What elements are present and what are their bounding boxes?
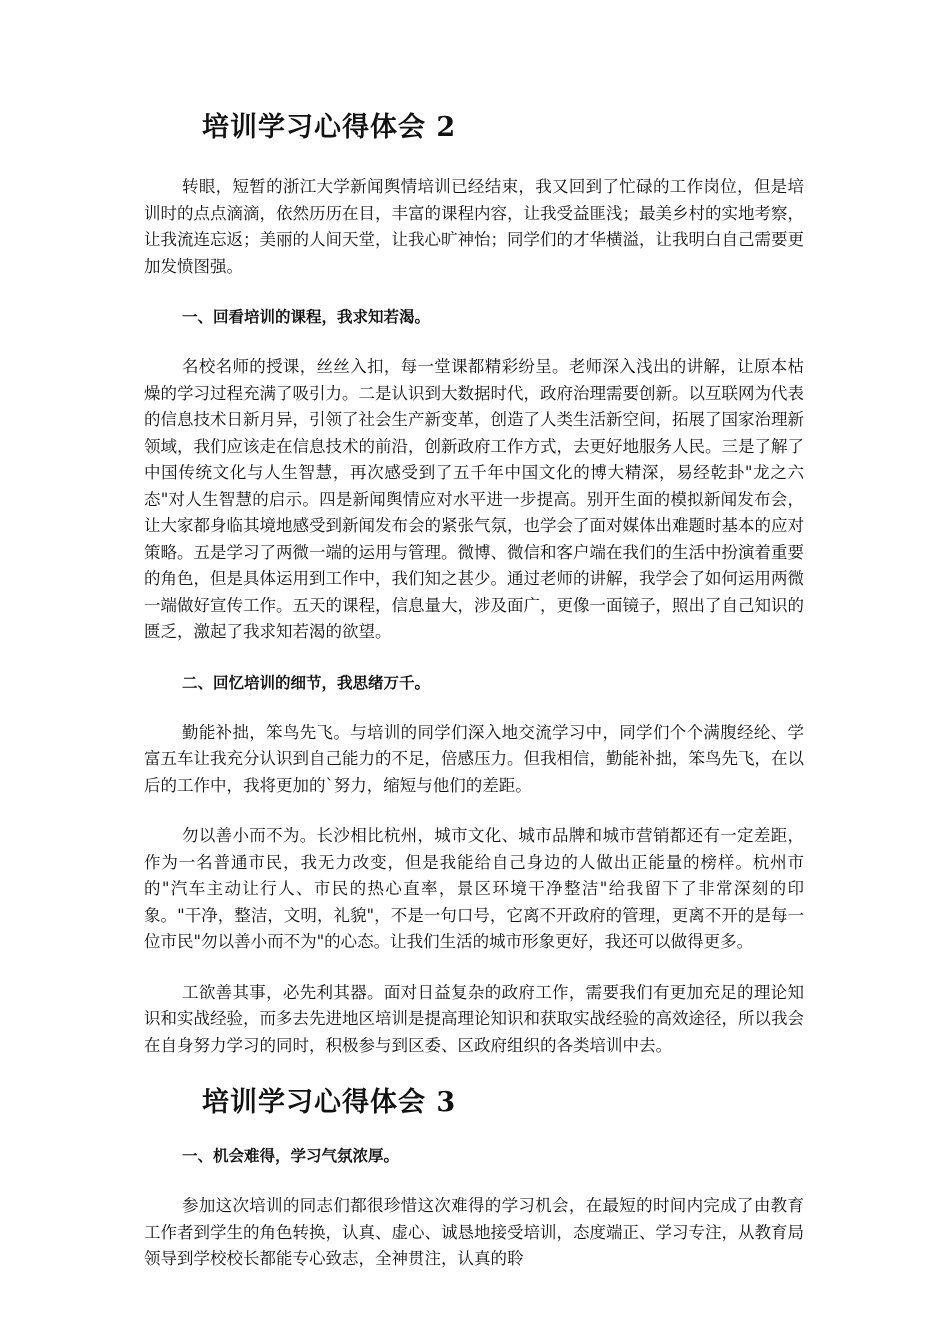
section-title-3: 培训学习心得体会 3 <box>202 1087 457 1118</box>
heading-details: 二、回忆培训的细节，我思绪万千。 <box>182 673 431 692</box>
heading-courses: 一、回看培训的课程，我求知若渴。 <box>182 308 431 326</box>
heading-opportunity: 一、机会难得，学习气氛浓厚。 <box>182 1147 400 1165</box>
paragraph-diligence: 勤能补拙，笨鸟先飞。与培训的同学们深入地交流学习中，同学们个个满腹经纶、学富五车让我充分认识到自己能力的不足，倍感压力。但我相信，勤能补拙，笨鸟先飞，在以后的工作中，我将更加的`努力，缩短与他们的差距。 <box>144 722 804 795</box>
section-title-2: 培训学习心得体会 2 <box>202 112 457 143</box>
paragraph-participants: 参加这次培训的同志们都很珍惜这次难得的学习机会，在最短的时间内完成了由教育工作者到学生的角色转换，认真、虚心、诚恳地接受培训，态度端正、学习专注，从教育局领导到学校校长都能专心致志，全神贯注，认真的聆 <box>144 1196 804 1268</box>
paragraph-tools: 工欲善其事，必先利其器。面对日益复杂的政府工作，需要我们有更加充足的理论知识和实战经验，而多去先进地区培训是提高理论知识和获取实战经验的高效途径，所以我会在自身努力学习的同时，积极参与到区委、区政府组织的各类培训中去。 <box>144 982 804 1055</box>
document-body <box>144 108 804 1297</box>
paragraph-intro: 转眼，短暂的浙江大学新闻舆情培训已经结束，我又回到了忙碌的工作岗位，但是培训时的点点滴滴，依然历历在目，丰富的课程内容，让我受益匪浅；最美乡村的实地考察，让我流连忘返；美丽的人间天堂，让我心旷神怡；同学们的才华横溢，让我明白自己需要更加发愤图强。 <box>144 177 804 276</box>
paragraph-small-good: 勿以善小而不为。长沙相比杭州，城市文化、城市品牌和城市营销都还有一定差距，作为一名普通市民，我无力改变，但是我能给自己身边的人做出正能量的榜样。杭州市的"汽车主动让行人、市民的热心直率，景区环境干净整洁"给我留下了非常深刻的印象。"干净，整洁，文明，礼貌"，不是一句口号，它离不开政府的管理，更离不开的是每一位市民"勿以善小而不为"的心态。让我们生活的城市形象更好，我还可以做得更多。 <box>144 826 804 951</box>
paragraph-courses: 名校名师的授课，丝丝入扣，每一堂课都精彩纷呈。老师深入浅出的讲解，让原本枯燥的学习过程充满了吸引力。二是认识到大数据时代，政府治理需要创新。以互联网为代表的信息技术日新月异，引领了社会生产新变革，创造了人类生活新空间，拓展了国家治理新领域，我们应该走在信息技术的前沿，创新政府工作方式，去更好地服务人民。三是了解了中国传统文化与人生智慧，再次感受到了五千年中国文化的博大精深，易经乾卦"龙之六态"对人生智慧的启示。四是新闻舆情应对水平进一步提高。别开生面的模拟新闻发布会，让大家都身临其境地感受到新闻发布会的紧张气氛，也学会了面对媒体出难题时基本的应对策略。五是学习了两微一端的运用与管理。微博、微信和客户端在我们的生活中扮演着重要的角色，但是具体运用到工作中，我们知之甚少。通过老师的讲解，我学会了如何运用两微一端做好宣传工作。五天的课程，信息量大，涉及面广，更像一面镜子，照出了自己知识的匮乏，激起了我求知若渴的欲望。 <box>144 357 804 641</box>
